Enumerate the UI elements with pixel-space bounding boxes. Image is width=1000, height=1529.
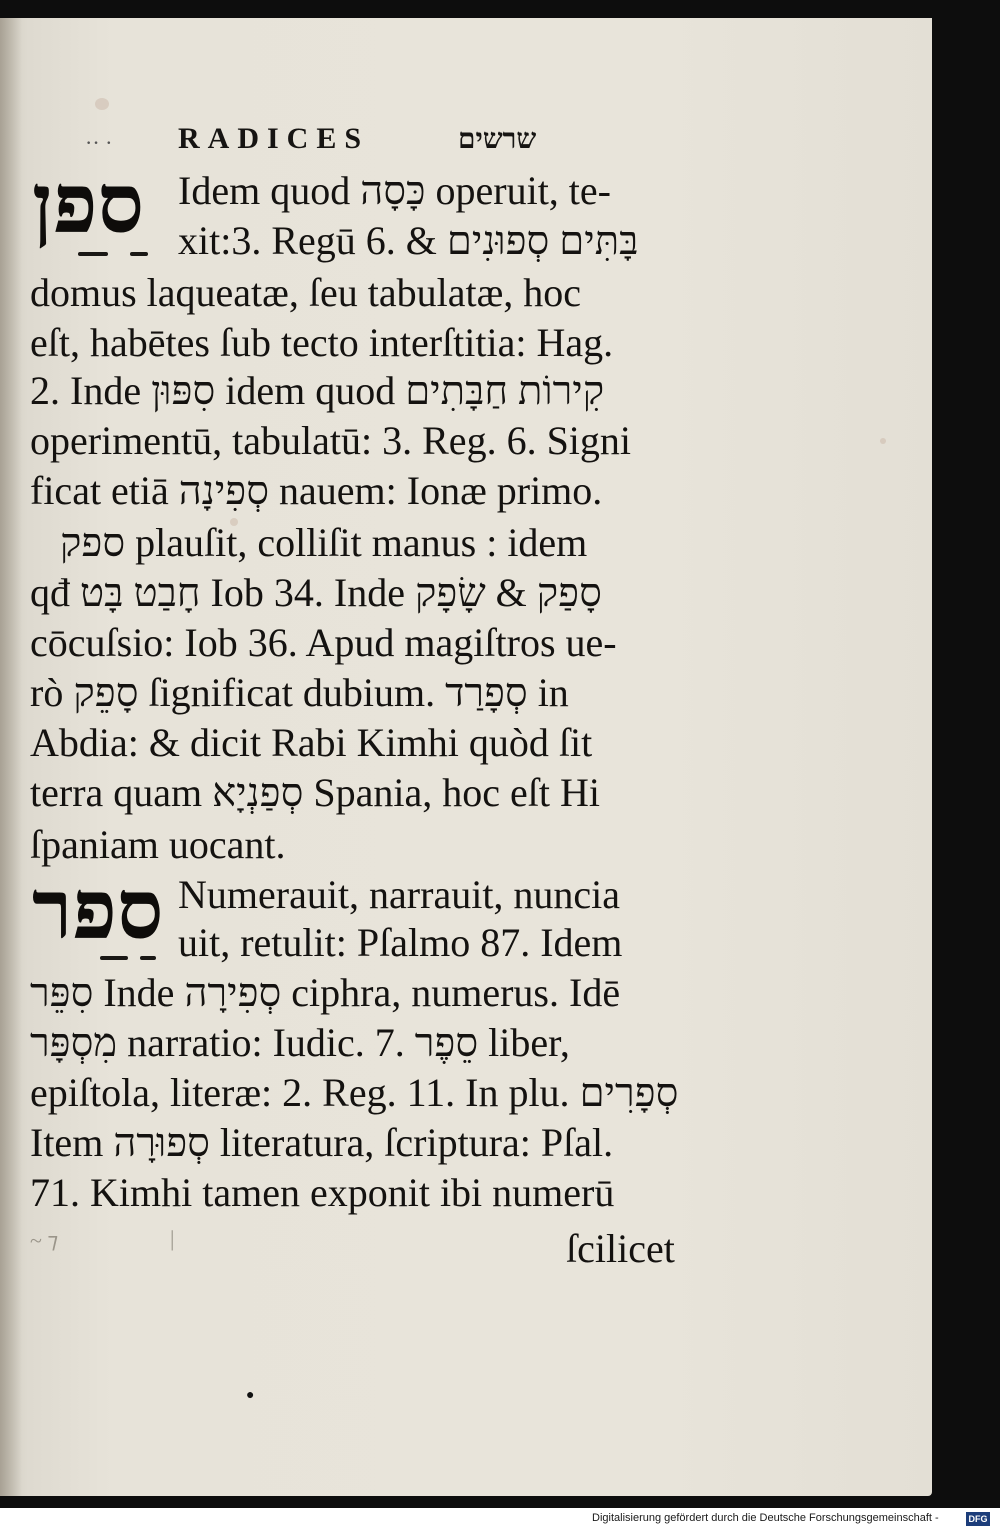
text-line: eſt, habētes ſub tecto interſtitia: Hag. [30,320,614,365]
headword-dash [140,956,156,960]
running-head-latin: RADICES [178,122,370,155]
text-line: rò סָפֵק ſignificat dubium. סְפָרַד in [30,670,569,715]
text-line: Abdia: & dicit Rabi Kimhi quòd ſit [30,720,593,765]
text-line: Numerauit, narrauit, nuncia [178,872,621,917]
text-line: qđ חָבַט בָּט Iob 34. Inde סָפַק & שָׂפָק [30,570,602,615]
running-head-hebrew: שרשים [458,124,537,155]
header-ornament: ·· · [85,130,113,155]
text-line: ſpaniam uocant. [30,822,286,867]
show-through-mark: ~ ⁊ [30,1228,59,1253]
text-line: ספק plauſit, colliſit manus : idem [60,520,588,565]
foxing-stain [880,438,886,444]
text-line: Item סְפוּרָה literatura, ſcriptura: Pſal. [30,1120,614,1165]
text-line: ficat etiā סְפִינָה nauem: Ionæ primo. [30,468,603,513]
headword-dash [78,252,108,256]
headword-dash [130,252,148,256]
text-line: מִסְפָּר narratio: Iudic. 7. סֵפֶר liber, [30,1020,570,1065]
text-line: 2. Inde סִפּוּן idem quod קִירוֹת חַבָּתִים [30,368,605,413]
text-line: 71. Kimhi tamen exponit ibi numerū [30,1170,615,1215]
text-line: domus laqueatæ, ſeu tabulatæ, hoc [30,270,581,315]
text-line: epiſtola, literæ: 2. Reg. 11. In plu. סְפָרִים [30,1070,679,1115]
text-line: סִפֵּר Inde סְפִירָה ciphra, numerus. Idē [30,970,621,1015]
running-head [178,122,698,162]
entry-headword: ספר [32,865,164,956]
dfg-logo: DFG [966,1512,990,1526]
text-line: operimentū, tabulatū: 3. Reg. 6. Signi [30,418,632,463]
text-line: terra quam סְפַנְיָא Spania, hoc eſt Hi [30,770,600,815]
text-line: uit, retulit: Pſalmo 87. Idem [178,920,623,965]
text-line: Idem quod כָּסָה operuit, te- [178,168,611,213]
text-line: xit:3. Regū 6. & בָּתִּים סְפוּנִים [178,218,639,263]
foxing-stain [95,98,109,110]
catchword: ſcilicet [566,1226,675,1271]
gutter-shadow [0,18,22,1496]
funding-note: Digitalisierung gefördert durch die Deutsche Forschungsgemeinschaft - [592,1512,939,1524]
show-through-mark: | [170,1226,175,1251]
text-line: cōcuſsio: Iob 36. Apud magiſtros ue- [30,620,617,665]
ink-speck: ● [246,1388,255,1403]
entry-headword: ספן [32,159,145,250]
headword-dash [100,956,128,960]
